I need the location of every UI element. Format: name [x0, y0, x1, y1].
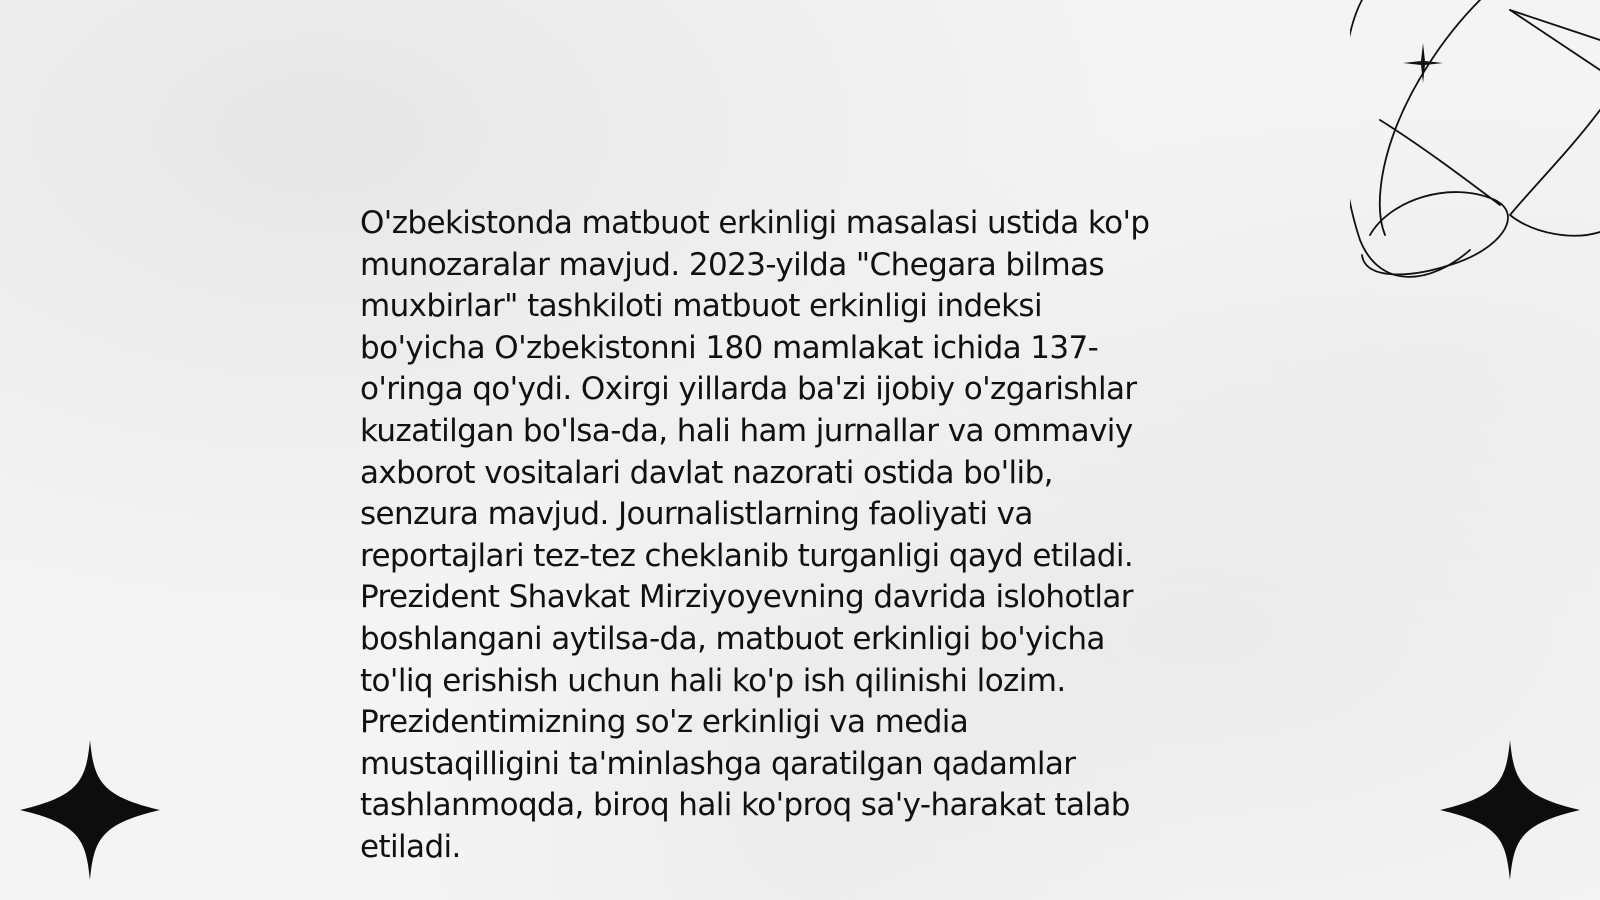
four-point-star-icon — [20, 740, 160, 880]
orbit-lines-icon — [1350, 0, 1600, 290]
slide-body-text: O'zbekistonda matbuot erkinligi masalasi ustida ko'p munozaralar mavjud. 2023-yilda "Chegara bilmas muxbirlar" tashkiloti matbuot erkinligi indeksi bo'yicha O'zbekistonni 180 mamlakat ichida 137- o'ringa qo'ydi. Oxirgi yillarda ba'zi ijobiy o'zgarishlar kuzatilgan bo'lsa-da, hali ham jurnallar va ommaviy axborot vositalari davlat nazorati ostida bo'lib, senzura mavjud. Journalistlarning faoliyati va reportajlari tez-tez cheklanib turganligi qayd etiladi. Prezident Shavkat Mirziyoyevning davrida islohotlar boshlangani aytilsa-da, matbuot erkinligi bo'yicha to'liq erishish uchun hali ko'p ish qilinishi lozim. Prezidentimizning so'z erkinligi va media mustaqilligini ta'minlashga qaratilgan qadamlar tashlanmoqda, biroq hali ko'proq sa'y-harakat talab etiladi. — [360, 205, 1150, 865]
four-point-star-icon — [1440, 740, 1580, 880]
sparkle-icon — [1403, 43, 1443, 83]
